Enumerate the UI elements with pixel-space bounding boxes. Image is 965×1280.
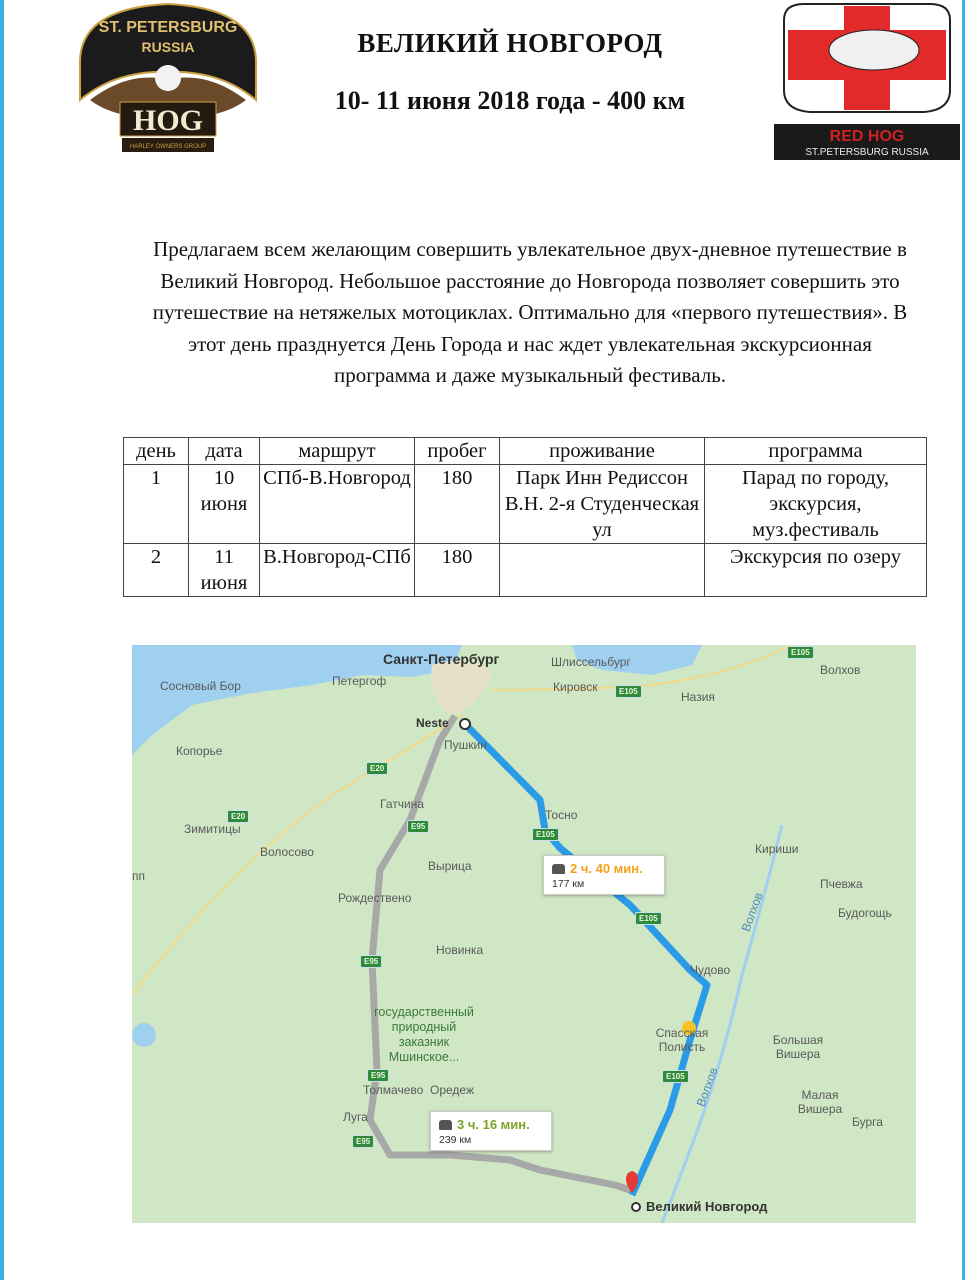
lake [132,1023,156,1047]
route-time: 2 ч. 40 мин. [570,861,643,876]
cell-lodging: Парк Инн Редиссон В.Н. 2-я Студенческая ул [500,465,705,544]
route-distance: 239 км [439,1134,472,1146]
place-label: Санкт-Петербург [383,651,500,667]
city-area [431,661,492,715]
road-shield: E95 [407,820,429,833]
place-label: пп [132,869,145,883]
place-label: Neste [416,716,449,730]
road-shield: E105 [662,1070,689,1083]
place-label: Чудово [690,963,731,977]
svg-text:RED HOG: RED HOG [829,128,905,145]
cell-distance: 180 [415,544,500,597]
itinerary-table [123,437,927,597]
place-label: Луга [343,1110,368,1124]
road-shield: E105 [635,912,662,925]
col-day: день [124,438,189,465]
road-shield: E20 [366,762,388,775]
place-label: Вырица [428,859,472,873]
road-shield: E95 [352,1135,374,1148]
place-label: Гатчина [380,797,424,811]
route-map[interactable] [132,645,916,1223]
river-label: Волхов [693,1065,721,1109]
col-distance: пробег [415,438,500,465]
page-title: ВЕЛИКИЙ НОВГОРОД [357,28,663,58]
river-label: Волхов [738,890,766,934]
cell-day: 2 [124,544,189,597]
car-icon [552,864,565,874]
place-label: Копорье [176,744,223,758]
page-edge [0,0,4,1280]
place-label: Тосно [545,808,578,822]
road-shield: E105 [532,828,559,841]
trip-dates-distance: 10- 11 июня 2018 года - 400 км [334,86,686,115]
svg-text:RUSSIA: RUSSIA [141,39,195,55]
place-label: Малая Вишера [797,1088,843,1116]
route-info-alt[interactable] [430,1111,552,1151]
destination-marker [632,1203,640,1211]
road-shield: E105 [615,685,642,698]
place-label: Толмачево [363,1083,424,1097]
place-label: Кировск [553,680,598,694]
road-shield: E20 [227,810,249,823]
place-label: Оредеж [430,1083,474,1097]
svg-text:HARLEY OWNERS GROUP: HARLEY OWNERS GROUP [129,144,207,150]
route-info-fast[interactable] [543,855,665,895]
route-time: 3 ч. 16 мин. [457,1117,530,1132]
road-shield: E95 [360,955,382,968]
cell-lodging [500,544,705,597]
place-label: Волхов [820,663,861,677]
cell-date: 10 июня [189,465,260,544]
hog-st-petersburg-logo [70,0,266,158]
place-label: Назия [681,690,715,704]
place-label: Сосновый Бор [160,679,241,693]
svg-text:ST.PETERSBURG RUSSIA: ST.PETERSBURG RUSSIA [805,147,929,158]
road-shield: E95 [367,1069,389,1082]
volkhov-river [662,825,782,1223]
place-label: Петергоф [332,674,387,688]
cell-route: В.Новгород-СПб [260,544,415,597]
place-label: Волосово [260,845,314,859]
cell-date: 11 июня [189,544,260,597]
place-label: Рождествено [338,891,412,905]
place-label: Большая Вишера [772,1033,824,1061]
place-label: Пчевжа [820,877,863,891]
place-label: Спасская Полисть [655,1026,709,1054]
red-hog-logo [774,0,960,162]
svg-text:HOG: HOG [132,104,204,137]
destination-label: Великий Новгород [646,1199,768,1214]
intro-paragraph: Предлагаем всем желающим совершить увлекательное двух-дневное путешествие в Великий Новгород. Небольшое расстояние до Новгорода позволяет совершить это путешествие на нетяжелых мотоциклах. Оптимально для «первого путешествия». В этот день празднуется День Города и нас ждет увлекательная экскурсионная программа и даже музыкальный фестиваль. [152,237,908,387]
place-label: Зимитицы [184,822,241,836]
start-marker [460,719,470,729]
reserve-label: государственный природный заказник Мшинское... [374,1005,474,1064]
cell-route: СПб-В.Новгород [260,465,415,544]
place-label: Новинка [436,943,484,957]
col-program: программа [705,438,927,465]
table-row [124,544,927,597]
road-shield: E105 [787,646,814,659]
table-header-row [124,438,927,465]
cell-program: Парад по городу, экскурсия, муз.фестиваль [705,465,927,544]
table-row [124,465,927,544]
place-label: Будогощь [838,906,892,920]
route-distance: 177 км [552,878,585,890]
place-label: Пушкин [444,738,487,752]
svg-text:ST. PETERSBURG: ST. PETERSBURG [98,19,238,36]
place-label: Бурга [852,1115,883,1129]
cell-program: Экскурсия по озеру [705,544,927,597]
col-lodging: проживание [500,438,705,465]
col-date: дата [189,438,260,465]
place-label: Кириши [755,842,799,856]
cell-distance: 180 [415,465,500,544]
col-route: маршрут [260,438,415,465]
cell-day: 1 [124,465,189,544]
car-icon [439,1120,452,1130]
place-label: Шлиссельбург [551,655,631,669]
